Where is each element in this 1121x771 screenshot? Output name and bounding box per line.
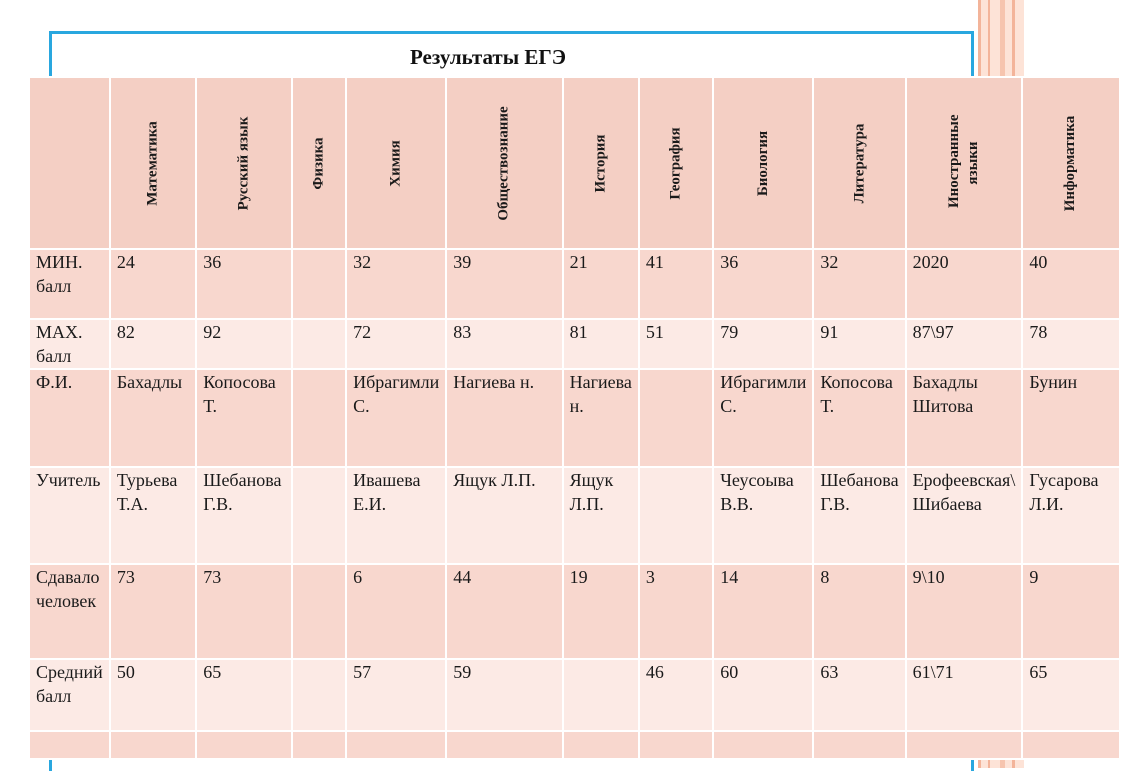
- table-cell: 79: [713, 319, 813, 369]
- table-cell: 19: [563, 564, 639, 659]
- table-cell: [639, 731, 713, 759]
- subject-header: Химия: [346, 77, 446, 249]
- table-cell: 6: [346, 564, 446, 659]
- table-cell: 65: [1022, 659, 1119, 731]
- table-cell: 61\71: [906, 659, 1023, 731]
- table-cell: Ящук Л.П.: [563, 467, 639, 564]
- table-cell: 81: [563, 319, 639, 369]
- table-cell: Шебанова Г.В.: [196, 467, 292, 564]
- table-cell: 73: [110, 564, 196, 659]
- table-cell: [292, 319, 346, 369]
- table-row: [29, 467, 1120, 564]
- table-cell: Копосова Т.: [813, 369, 905, 467]
- table-cell: Бахадлы Шитова: [906, 369, 1023, 467]
- table-cell: [563, 659, 639, 731]
- table-cell: Шебанова Г.В.: [813, 467, 905, 564]
- table-cell: 65: [196, 659, 292, 731]
- table-row: [29, 249, 1120, 319]
- table-cell: 51: [639, 319, 713, 369]
- table-cell: 14: [713, 564, 813, 659]
- header-corner: [29, 77, 110, 249]
- table-cell: [563, 731, 639, 759]
- table-cell: [292, 659, 346, 731]
- table-cell: 72: [346, 319, 446, 369]
- table-cell: 36: [196, 249, 292, 319]
- table-cell: 82: [110, 319, 196, 369]
- subject-header: Физика: [292, 77, 346, 249]
- table-cell: Гусарова Л.И.: [1022, 467, 1119, 564]
- table-cell: [292, 731, 346, 759]
- table-cell: 9\10: [906, 564, 1023, 659]
- table-row: [29, 564, 1120, 659]
- table-cell: Турьева Т.А.: [110, 467, 196, 564]
- subject-header: История: [563, 77, 639, 249]
- table-cell: 41: [639, 249, 713, 319]
- table-cell: [1022, 731, 1119, 759]
- row-label: Учитель: [29, 467, 110, 564]
- table-cell: 87\97: [906, 319, 1023, 369]
- table-cell: 83: [446, 319, 562, 369]
- table-cell: [446, 731, 562, 759]
- subject-header: Обществознание: [446, 77, 562, 249]
- table-cell: [906, 731, 1023, 759]
- table-cell: 59: [446, 659, 562, 731]
- table-cell: Нагиева н.: [563, 369, 639, 467]
- row-label: МАХ. балл: [29, 319, 110, 369]
- subject-header: Литература: [813, 77, 905, 249]
- table-cell: Ерофеевская\ Шибаева: [906, 467, 1023, 564]
- table-cell: Ибрагимли С.: [713, 369, 813, 467]
- results-table: [28, 76, 1121, 760]
- table-cell: 60: [713, 659, 813, 731]
- table-cell: Бунин: [1022, 369, 1119, 467]
- table-cell: 92: [196, 319, 292, 369]
- table-cell: Бахадлы: [110, 369, 196, 467]
- table-cell: 8: [813, 564, 905, 659]
- table-cell: [292, 369, 346, 467]
- table-cell: 40: [1022, 249, 1119, 319]
- table-row: [29, 731, 1120, 759]
- table-cell: [639, 467, 713, 564]
- table-cell: 32: [346, 249, 446, 319]
- subject-header: Иностранные языки: [906, 77, 1023, 249]
- table-cell: 63: [813, 659, 905, 731]
- table-cell: 24: [110, 249, 196, 319]
- table-cell: 3: [639, 564, 713, 659]
- table-cell: Чеусоыва В.В.: [713, 467, 813, 564]
- table-cell: 36: [713, 249, 813, 319]
- table-cell: 91: [813, 319, 905, 369]
- table-cell: 9: [1022, 564, 1119, 659]
- table-cell: [292, 249, 346, 319]
- table-cell: 46: [639, 659, 713, 731]
- table-cell: Ивашева Е.И.: [346, 467, 446, 564]
- row-label: Сдавало человек: [29, 564, 110, 659]
- table-cell: [292, 467, 346, 564]
- table-cell: 32: [813, 249, 905, 319]
- table-cell: [292, 564, 346, 659]
- table-cell: 50: [110, 659, 196, 731]
- table-cell: 39: [446, 249, 562, 319]
- row-label: Ф.И.: [29, 369, 110, 467]
- table-cell: Нагиева н.: [446, 369, 562, 467]
- table-cell: Ящук Л.П.: [446, 467, 562, 564]
- table-cell: 57: [346, 659, 446, 731]
- table-cell: Ибрагимли С.: [346, 369, 446, 467]
- page-title: Результаты ЕГЭ: [409, 45, 567, 69]
- subject-header: Информатика: [1022, 77, 1119, 249]
- table-cell: Копосова Т.: [196, 369, 292, 467]
- table-row: [29, 319, 1120, 369]
- table-row: [29, 659, 1120, 731]
- subject-header: Русский язык: [196, 77, 292, 249]
- table-cell: 2020: [906, 249, 1023, 319]
- subject-header: География: [639, 77, 713, 249]
- table-cell: [196, 731, 292, 759]
- table-cell: 78: [1022, 319, 1119, 369]
- table-cell: [29, 731, 110, 759]
- table-cell: 21: [563, 249, 639, 319]
- table-cell: [639, 369, 713, 467]
- table-cell: [346, 731, 446, 759]
- table-cell: 73: [196, 564, 292, 659]
- row-label: МИН. балл: [29, 249, 110, 319]
- table-cell: [110, 731, 196, 759]
- subject-header: Биология: [713, 77, 813, 249]
- header-row: [29, 77, 1120, 249]
- subject-header: Математика: [110, 77, 196, 249]
- row-label: Средний балл: [29, 659, 110, 731]
- table-cell: [713, 731, 813, 759]
- table-row: [29, 369, 1120, 467]
- table-cell: 44: [446, 564, 562, 659]
- table-cell: [813, 731, 905, 759]
